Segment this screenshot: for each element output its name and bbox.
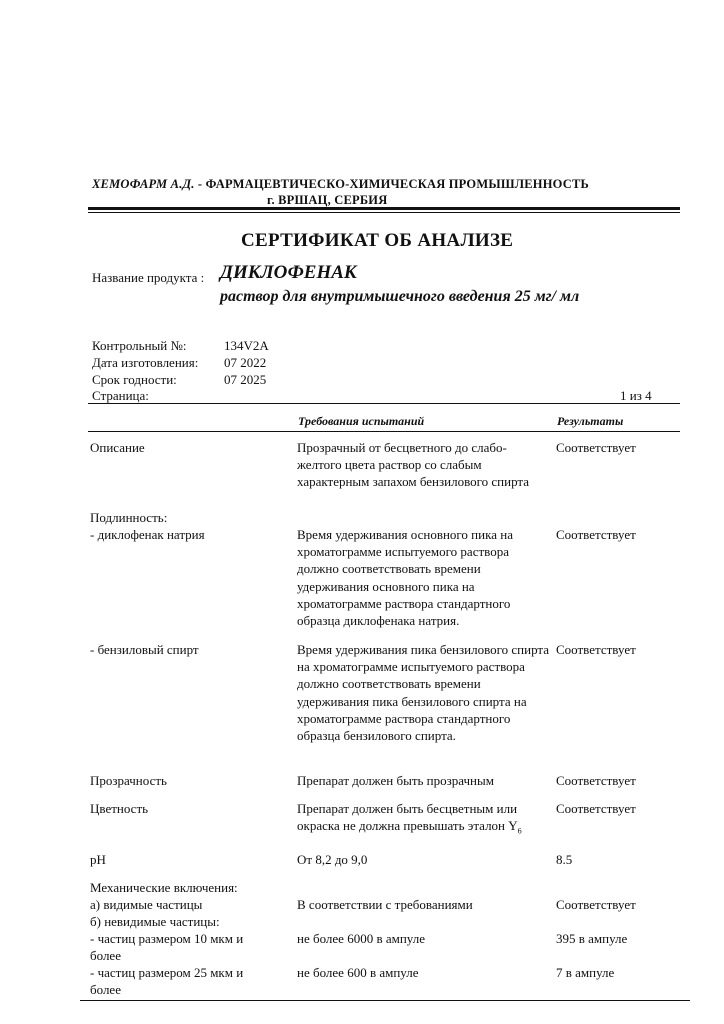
company-name	[92, 177, 589, 192]
row-clarity-requirement: Препарат должен быть прозрачным	[297, 773, 494, 788]
row-color-requirement-subscript: 6	[517, 826, 522, 836]
row-color-requirement	[297, 800, 549, 840]
company-city: г. ВРШАЦ, СЕРБИЯ	[267, 193, 388, 207]
row-clarity-result: Соответствует	[556, 773, 636, 788]
row-particles-25-name: - частиц размером 25 мкм и более	[90, 965, 244, 998]
document-title: СЕРТИФИКАТ ОБ АНАЛИЗЕ	[241, 230, 514, 251]
product-form: раствор для внутримышечного введения 25 мг/ мл	[220, 288, 580, 305]
row-particles-25-result: 7 в ампуле	[556, 965, 615, 980]
row-particles-25-requirement: не более 600 в ампуле	[297, 965, 419, 980]
bottom-rule	[80, 1000, 690, 1001]
product-name: ДИКЛОФЕНАК	[220, 262, 357, 283]
row-benzyl-name: - бензиловый спирт	[90, 642, 199, 657]
row-color-result: Соответствует	[556, 801, 636, 816]
expiry-date-label: Срок годности:	[92, 372, 177, 387]
row-diclofenac-result: Соответствует	[556, 527, 636, 542]
section-identity: Подлинность:	[90, 510, 168, 525]
section-invisible-particles: б) невидимые частицы:	[90, 914, 220, 929]
table-top-rule	[88, 403, 680, 404]
row-visible-particles-requirement: В соответствии с требованиями	[297, 897, 473, 912]
row-diclofenac-name: - диклофенак натрия	[90, 527, 205, 542]
control-number-value: 134V2A	[224, 338, 269, 353]
row-particles-10-requirement: не более 6000 в ампуле	[297, 931, 425, 946]
row-visible-particles-name: а) видимые частицы	[90, 897, 203, 912]
mfg-date-label: Дата изготовления:	[92, 355, 199, 370]
section-mechanical-inclusions: Механические включения:	[90, 880, 238, 895]
page-label: Страница:	[92, 388, 149, 403]
row-ph-result: 8.5	[556, 852, 573, 867]
row-color-name: Цветность	[90, 801, 149, 816]
row-clarity-name: Прозрачность	[90, 773, 167, 788]
column-header-results: Результаты	[557, 414, 624, 428]
mfg-date-value: 07 2022	[224, 355, 267, 370]
row-ph-name: pH	[90, 852, 106, 867]
row-description-result: Соответствует	[556, 440, 636, 455]
header-rule-thick	[88, 207, 680, 210]
row-ph-requirement: От 8,2 до 9,0	[297, 852, 368, 867]
company-name-italic: ХЕМОФАРМ А.Д.	[92, 177, 195, 191]
expiry-date-value: 07 2025	[224, 372, 267, 387]
row-color-requirement-text: Препарат должен быть бесцветным или окраска не должна превышать эталон Y	[297, 801, 518, 834]
page-number: 1 из 4	[620, 388, 652, 403]
row-diclofenac-requirement: Время удерживания основного пика на хроматограмме испытуемого раствора должно соответствовать времени удерживания основного пика на хроматограмме раствора стандартного образца диклофенака натрия.	[297, 527, 513, 629]
row-description-name: Описание	[90, 440, 145, 455]
product-label: Название продукта :	[92, 270, 205, 285]
header-rule-thin	[88, 212, 680, 213]
row-particles-10-result: 395 в ампуле	[556, 931, 628, 946]
control-number-label: Контрольный №:	[92, 338, 187, 353]
row-description-requirement: Прозрачный от бесцветного до слабо-желтого цвета раствор со слабым характерным запахом бензилового спирта	[297, 440, 530, 490]
table-header-rule	[88, 431, 680, 432]
row-particles-10-name: - частиц размером 10 мкм и более	[90, 931, 244, 964]
company-name-rest: - ФАРМАЦЕВТИЧЕСКО-ХИМИЧЕСКАЯ ПРОМЫШЛЕННОСТЬ	[194, 177, 589, 191]
row-visible-particles-result: Соответствует	[556, 897, 636, 912]
row-benzyl-requirement: Время удерживания пика бензилового спирта на хроматограмме испытуемого раствора должно соответствовать времени удерживания пика бензилового спирта на хроматограмме раствора стандартного образца бензилового спирта.	[297, 642, 550, 744]
column-header-requirements: Требования испытаний	[298, 414, 425, 428]
row-benzyl-result: Соответствует	[556, 642, 636, 657]
